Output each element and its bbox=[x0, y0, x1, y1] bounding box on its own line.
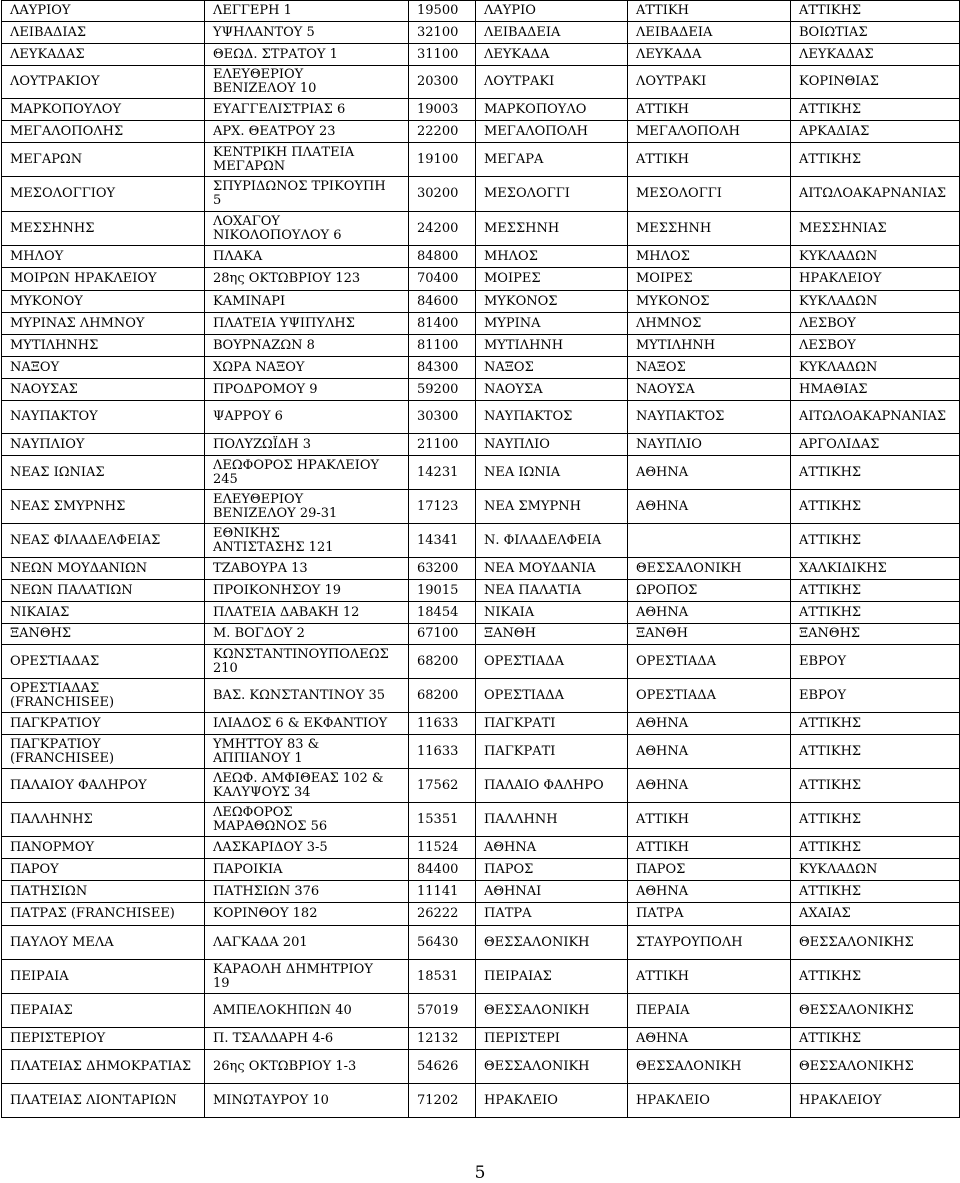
prefecture-cell: ΕΒΡΟΥ bbox=[791, 645, 960, 679]
address-cell: ΚΕΝΤΡΙΚΗ ΠΛΑΤΕΙΑ ΜΕΓΑΡΩΝ bbox=[205, 143, 409, 177]
table-row bbox=[2, 212, 960, 246]
city-cell: ΛΑΥΡΙΟ bbox=[476, 1, 628, 22]
prefecture-cell: ΚΥΚΛΑΔΩΝ bbox=[791, 246, 960, 268]
city-cell: ΜΟΙΡΕΣ bbox=[476, 268, 628, 291]
prefecture-cell: ΑΤΤΙΚΗΣ bbox=[791, 490, 960, 524]
municipality-cell: ΑΤΤΙΚΗ bbox=[628, 143, 791, 177]
table-row bbox=[2, 177, 960, 212]
page-number: 5 bbox=[474, 1163, 486, 1183]
address-cell: ΕΛΕΥΘΕΡΙΟΥ ΒΕΝΙΖΕΛΟΥ 29-31 bbox=[205, 490, 409, 524]
city-cell: ΟΡΕΣΤΙΑΔΑ bbox=[476, 679, 628, 713]
table-row bbox=[2, 713, 960, 735]
address-cell: ΠΛΑΚΑ bbox=[205, 246, 409, 268]
municipality-cell: ΟΡΕΣΤΙΑΔΑ bbox=[628, 645, 791, 679]
postal-code-cell: 17562 bbox=[409, 769, 476, 803]
prefecture-cell: ΒΟΙΩΤΙΑΣ bbox=[791, 22, 960, 44]
postal-code-cell: 81100 bbox=[409, 335, 476, 357]
branch-cell: ΜΑΡΚΟΠΟΥΛΟΥ bbox=[2, 99, 205, 121]
municipality-cell: ΛΟΥΤΡΑΚΙ bbox=[628, 66, 791, 99]
branch-cell: ΜΥΤΙΛΗΝΗΣ bbox=[2, 335, 205, 357]
address-cell: ΠΡΟΙΚΟΝΗΣΟΥ 19 bbox=[205, 580, 409, 602]
city-cell: ΘΕΣΣΑΛΟΝΙΚΗ bbox=[476, 1050, 628, 1084]
branch-cell: ΝΑΥΠΛΙΟΥ bbox=[2, 434, 205, 456]
prefecture-cell: ΑΡΓΟΛΙΔΑΣ bbox=[791, 434, 960, 456]
municipality-cell: ΟΡΕΣΤΙΑΔΑ bbox=[628, 679, 791, 713]
prefecture-cell: ΧΑΛΚΙΔΙΚΗΣ bbox=[791, 558, 960, 580]
table-row bbox=[2, 624, 960, 645]
city-cell: Ν. ΦΙΛΑΔΕΛΦΕΙΑ bbox=[476, 524, 628, 558]
postal-code-cell: 84600 bbox=[409, 291, 476, 313]
municipality-cell: ΠΕΡΑΙΑ bbox=[628, 994, 791, 1028]
table-row bbox=[2, 44, 960, 66]
city-cell: ΜΕΓΑΡΑ bbox=[476, 143, 628, 177]
branch-cell: ΜΕΓΑΡΩΝ bbox=[2, 143, 205, 177]
branch-cell: ΜΗΛΟΥ bbox=[2, 246, 205, 268]
address-cell: ΠΟΛΥΖΩΪΔΗ 3 bbox=[205, 434, 409, 456]
branch-cell: ΜΟΙΡΩΝ ΗΡΑΚΛΕΙΟΥ bbox=[2, 268, 205, 291]
municipality-cell: ΜΥΤΙΛΗΝΗ bbox=[628, 335, 791, 357]
branch-cell: ΠΕΡΙΣΤΕΡΙΟΥ bbox=[2, 1028, 205, 1050]
branch-cell: ΜΕΣΣΗΝΗΣ bbox=[2, 212, 205, 246]
city-cell: ΝΑΥΠΑΚΤΟΣ bbox=[476, 401, 628, 434]
table-row bbox=[2, 1050, 960, 1084]
postal-code-cell: 20300 bbox=[409, 66, 476, 99]
postal-code-cell: 32100 bbox=[409, 22, 476, 44]
table-row bbox=[2, 735, 960, 769]
address-cell: ΛΕΓΓΕΡΗ 1 bbox=[205, 1, 409, 22]
prefecture-cell: ΘΕΣΣΑΛΟΝΙΚΗΣ bbox=[791, 1050, 960, 1084]
prefecture-cell: ΑΙΤΩΛΟΑΚΑΡΝΑΝΙΑΣ bbox=[791, 401, 960, 434]
prefecture-cell: ΘΕΣΣΑΛΟΝΙΚΗΣ bbox=[791, 994, 960, 1028]
branch-cell: ΝΕΑΣ ΦΙΛΑΔΕΛΦΕΙΑΣ bbox=[2, 524, 205, 558]
branch-cell: ΝΕΩΝ ΠΑΛΑΤΙΩΝ bbox=[2, 580, 205, 602]
postal-code-cell: 14341 bbox=[409, 524, 476, 558]
address-cell: ΠΑΡΟΙΚΙΑ bbox=[205, 859, 409, 881]
city-cell: ΝΕΑ ΣΜΥΡΝΗ bbox=[476, 490, 628, 524]
municipality-cell: ΩΡΟΠΟΣ bbox=[628, 580, 791, 602]
postal-code-cell: 12132 bbox=[409, 1028, 476, 1050]
city-cell: ΘΕΣΣΑΛΟΝΙΚΗ bbox=[476, 994, 628, 1028]
prefecture-cell: ΑΧΑΙΑΣ bbox=[791, 903, 960, 926]
address-cell: ΚΟΡΙΝΘΟΥ 182 bbox=[205, 903, 409, 926]
municipality-cell: ΜΗΛΟΣ bbox=[628, 246, 791, 268]
city-cell: ΜΥΡΙΝΑ bbox=[476, 313, 628, 335]
prefecture-cell: ΑΤΤΙΚΗΣ bbox=[791, 713, 960, 735]
address-cell: ΒΟΥΡΝΑΖΩΝ 8 bbox=[205, 335, 409, 357]
branch-cell: ΠΕΡΑΙΑΣ bbox=[2, 994, 205, 1028]
address-cell: ΠΛΑΤΕΙΑ ΔΑΒΑΚΗ 12 bbox=[205, 602, 409, 624]
branch-cell: ΛΕΥΚΑΔΑΣ bbox=[2, 44, 205, 66]
city-cell: ΝΑΟΥΣΑ bbox=[476, 379, 628, 401]
postal-code-cell: 15351 bbox=[409, 803, 476, 837]
prefecture-cell: ΗΡΑΚΛΕΙΟΥ bbox=[791, 268, 960, 291]
municipality-cell: ΝΑΞΟΣ bbox=[628, 357, 791, 379]
address-cell: ΕΘΝΙΚΗΣ ΑΝΤΙΣΤΑΣΗΣ 121 bbox=[205, 524, 409, 558]
postal-code-cell: 70400 bbox=[409, 268, 476, 291]
postal-code-cell: 71202 bbox=[409, 1084, 476, 1118]
branch-cell: ΟΡΕΣΤΙΑΔΑΣ (FRANCHISEE) bbox=[2, 679, 205, 713]
branch-cell: ΜΥΡΙΝΑΣ ΛΗΜΝΟΥ bbox=[2, 313, 205, 335]
city-cell: ΑΘΗΝΑΙ bbox=[476, 881, 628, 903]
prefecture-cell: ΑΙΤΩΛΟΑΚΑΡΝΑΝΙΑΣ bbox=[791, 177, 960, 212]
municipality-cell: ΑΘΗΝΑ bbox=[628, 1028, 791, 1050]
city-cell: ΝΕΑ ΙΩΝΙΑ bbox=[476, 456, 628, 490]
postal-code-cell: 30200 bbox=[409, 177, 476, 212]
branch-cell: ΟΡΕΣΤΙΑΔΑΣ bbox=[2, 645, 205, 679]
city-cell: ΛΟΥΤΡΑΚΙ bbox=[476, 66, 628, 99]
prefecture-cell: ΑΤΤΙΚΗΣ bbox=[791, 143, 960, 177]
city-cell: ΜΕΓΑΛΟΠΟΛΗ bbox=[476, 121, 628, 143]
address-cell: ΚΑΜΙΝΑΡΙ bbox=[205, 291, 409, 313]
postal-code-cell: 19003 bbox=[409, 99, 476, 121]
table-row bbox=[2, 335, 960, 357]
postal-code-cell: 57019 bbox=[409, 994, 476, 1028]
municipality-cell: ΑΘΗΝΑ bbox=[628, 456, 791, 490]
branch-cell: ΠΑΡΟΥ bbox=[2, 859, 205, 881]
municipality-cell: ΑΘΗΝΑ bbox=[628, 769, 791, 803]
municipality-cell: ΑΤΤΙΚΗ bbox=[628, 1, 791, 22]
address-cell: ΛΟΧΑΓΟΥ ΝΙΚΟΛΟΠΟΥΛΟΥ 6 bbox=[205, 212, 409, 246]
table-row bbox=[2, 645, 960, 679]
postal-code-cell: 84800 bbox=[409, 246, 476, 268]
municipality-cell: ΣΤΑΥΡΟΥΠΟΛΗ bbox=[628, 926, 791, 960]
address-cell: ΣΠΥΡΙΔΩΝΟΣ ΤΡΙΚΟΥΠΗ 5 bbox=[205, 177, 409, 212]
prefecture-cell: ΑΤΤΙΚΗΣ bbox=[791, 881, 960, 903]
postal-code-cell: 11524 bbox=[409, 837, 476, 859]
municipality-cell: ΜΥΚΟΝΟΣ bbox=[628, 291, 791, 313]
postal-code-cell: 11633 bbox=[409, 713, 476, 735]
postal-code-cell: 19015 bbox=[409, 580, 476, 602]
table-row bbox=[2, 121, 960, 143]
prefecture-cell: ΚΥΚΛΑΔΩΝ bbox=[791, 291, 960, 313]
table-row bbox=[2, 859, 960, 881]
postal-code-cell: 67100 bbox=[409, 624, 476, 645]
table-row bbox=[2, 679, 960, 713]
branch-cell: ΠΑΓΚΡΑΤΙΟΥ bbox=[2, 713, 205, 735]
table-row bbox=[2, 881, 960, 903]
postal-code-cell: 24200 bbox=[409, 212, 476, 246]
city-cell: ΟΡΕΣΤΙΑΔΑ bbox=[476, 645, 628, 679]
prefecture-cell: ΞΑΝΘΗΣ bbox=[791, 624, 960, 645]
city-cell: ΝΑΥΠΛΙΟ bbox=[476, 434, 628, 456]
postal-code-cell: 21100 bbox=[409, 434, 476, 456]
municipality-cell: ΝΑΟΥΣΑ bbox=[628, 379, 791, 401]
postal-code-cell: 84400 bbox=[409, 859, 476, 881]
municipality-cell: ΛΗΜΝΟΣ bbox=[628, 313, 791, 335]
postal-code-cell: 11141 bbox=[409, 881, 476, 903]
city-cell: ΑΘΗΝΑ bbox=[476, 837, 628, 859]
prefecture-cell: ΑΤΤΙΚΗΣ bbox=[791, 803, 960, 837]
postal-code-cell: 14231 bbox=[409, 456, 476, 490]
table-row bbox=[2, 580, 960, 602]
table-row bbox=[2, 490, 960, 524]
address-cell: ΑΡΧ. ΘΕΑΤΡΟΥ 23 bbox=[205, 121, 409, 143]
branch-cell: ΜΕΓΑΛΟΠΟΛΗΣ bbox=[2, 121, 205, 143]
prefecture-cell: ΕΒΡΟΥ bbox=[791, 679, 960, 713]
branch-cell: ΝΙΚΑΙΑΣ bbox=[2, 602, 205, 624]
city-cell: ΠΕΡΙΣΤΕΡΙ bbox=[476, 1028, 628, 1050]
postal-code-cell: 18531 bbox=[409, 960, 476, 994]
branch-cell: ΜΥΚΟΝΟΥ bbox=[2, 291, 205, 313]
prefecture-cell: ΛΕΣΒΟΥ bbox=[791, 335, 960, 357]
branch-cell: ΠΛΑΤΕΙΑΣ ΛΙΟΝΤΑΡΙΩΝ bbox=[2, 1084, 205, 1118]
municipality-cell: ΑΘΗΝΑ bbox=[628, 713, 791, 735]
municipality-cell: ΜΕΓΑΛΟΠΟΛΗ bbox=[628, 121, 791, 143]
branch-cell: ΠΑΓΚΡΑΤΙΟΥ (FRANCHISEE) bbox=[2, 735, 205, 769]
municipality-cell: ΑΤΤΙΚΗ bbox=[628, 837, 791, 859]
table-row bbox=[2, 456, 960, 490]
city-cell: ΠΑΡΟΣ bbox=[476, 859, 628, 881]
branch-cell: ΝΕΩΝ ΜΟΥΔΑΝΙΩΝ bbox=[2, 558, 205, 580]
branch-cell: ΜΕΣΟΛΟΓΓΙΟΥ bbox=[2, 177, 205, 212]
postal-code-cell: 22200 bbox=[409, 121, 476, 143]
address-cell: ΧΩΡΑ ΝΑΞΟΥ bbox=[205, 357, 409, 379]
address-cell: ΕΛΕΥΘΕΡΙΟΥ ΒΕΝΙΖΕΛΟΥ 10 bbox=[205, 66, 409, 99]
address-cell: Π. ΤΣΑΛΔΑΡΗ 4-6 bbox=[205, 1028, 409, 1050]
branch-cell: ΠΕΙΡΑΙΑ bbox=[2, 960, 205, 994]
table-row bbox=[2, 357, 960, 379]
table-row bbox=[2, 558, 960, 580]
branch-cell: ΠΑΤΗΣΙΩΝ bbox=[2, 881, 205, 903]
municipality-cell: ΜΕΣΣΗΝΗ bbox=[628, 212, 791, 246]
postal-code-cell: 30300 bbox=[409, 401, 476, 434]
city-cell: ΜΥΤΙΛΗΝΗ bbox=[476, 335, 628, 357]
postal-code-cell: 17123 bbox=[409, 490, 476, 524]
city-cell: ΘΕΣΣΑΛΟΝΙΚΗ bbox=[476, 926, 628, 960]
table-row bbox=[2, 994, 960, 1028]
address-cell: ΑΜΠΕΛΟΚΗΠΩΝ 40 bbox=[205, 994, 409, 1028]
branch-cell: ΠΑΤΡΑΣ (FRANCHISEE) bbox=[2, 903, 205, 926]
address-cell: ΛΕΩΦΟΡΟΣ ΜΑΡΑΘΩΝΟΣ 56 bbox=[205, 803, 409, 837]
municipality-cell: ΑΘΗΝΑ bbox=[628, 490, 791, 524]
municipality-cell: ΜΟΙΡΕΣ bbox=[628, 268, 791, 291]
postal-code-cell: 54626 bbox=[409, 1050, 476, 1084]
postal-code-cell: 84300 bbox=[409, 357, 476, 379]
prefecture-cell: ΑΤΤΙΚΗΣ bbox=[791, 602, 960, 624]
postal-code-cell: 81400 bbox=[409, 313, 476, 335]
table-row bbox=[2, 769, 960, 803]
prefecture-cell: ΑΡΚΑΔΙΑΣ bbox=[791, 121, 960, 143]
branch-cell: ΝΑΥΠΑΚΤΟΥ bbox=[2, 401, 205, 434]
address-cell: ΛΑΣΚΑΡΙΔΟΥ 3-5 bbox=[205, 837, 409, 859]
table-row bbox=[2, 22, 960, 44]
prefecture-cell: ΑΤΤΙΚΗΣ bbox=[791, 580, 960, 602]
municipality-cell: ΠΑΡΟΣ bbox=[628, 859, 791, 881]
table-row bbox=[2, 143, 960, 177]
table-row bbox=[2, 401, 960, 434]
city-cell: ΠΑΛΑΙΟ ΦΑΛΗΡΟ bbox=[476, 769, 628, 803]
table-row bbox=[2, 1028, 960, 1050]
address-cell: ΘΕΩΔ. ΣΤΡΑΤΟΥ 1 bbox=[205, 44, 409, 66]
table-row bbox=[2, 960, 960, 994]
city-cell: ΜΥΚΟΝΟΣ bbox=[476, 291, 628, 313]
postal-code-cell: 26222 bbox=[409, 903, 476, 926]
prefecture-cell: ΛΕΥΚΑΔΑΣ bbox=[791, 44, 960, 66]
city-cell: ΝΕΑ ΜΟΥΔΑΝΙΑ bbox=[476, 558, 628, 580]
address-cell: ΥΜΗΤΤΟΥ 83 & ΑΠΠΙΑΝΟΥ 1 bbox=[205, 735, 409, 769]
address-cell: ΚΑΡΑΟΛΗ ΔΗΜΗΤΡΙΟΥ 19 bbox=[205, 960, 409, 994]
table-row bbox=[2, 246, 960, 268]
postal-code-cell: 11633 bbox=[409, 735, 476, 769]
branch-cell: ΠΛΑΤΕΙΑΣ ΔΗΜΟΚΡΑΤΙΑΣ bbox=[2, 1050, 205, 1084]
branch-cell: ΛΕΙΒΑΔΙΑΣ bbox=[2, 22, 205, 44]
city-cell: ΠΑΓΚΡΑΤΙ bbox=[476, 735, 628, 769]
municipality-cell: ΠΑΤΡΑ bbox=[628, 903, 791, 926]
municipality-cell: ΑΤΤΙΚΗ bbox=[628, 99, 791, 121]
address-cell: 28ης ΟΚΤΩΒΡΙΟΥ 123 bbox=[205, 268, 409, 291]
city-cell: ΝΕΑ ΠΑΛΑΤΙΑ bbox=[476, 580, 628, 602]
prefecture-cell: ΗΡΑΚΛΕΙΟΥ bbox=[791, 1084, 960, 1118]
branch-cell: ΠΑΝΟΡΜΟΥ bbox=[2, 837, 205, 859]
table-row bbox=[2, 99, 960, 121]
prefecture-cell: ΚΟΡΙΝΘΙΑΣ bbox=[791, 66, 960, 99]
table-row bbox=[2, 1084, 960, 1118]
address-cell: ΥΨΗΛΑΝΤΟΥ 5 bbox=[205, 22, 409, 44]
prefecture-cell: ΜΕΣΣΗΝΙΑΣ bbox=[791, 212, 960, 246]
municipality-cell: ΑΤΤΙΚΗ bbox=[628, 803, 791, 837]
table-row bbox=[2, 803, 960, 837]
table-row bbox=[2, 66, 960, 99]
municipality-cell: ΝΑΥΠΛΙΟ bbox=[628, 434, 791, 456]
postal-code-cell: 31100 bbox=[409, 44, 476, 66]
prefecture-cell: ΑΤΤΙΚΗΣ bbox=[791, 960, 960, 994]
postal-code-cell: 59200 bbox=[409, 379, 476, 401]
municipality-cell: ΛΕΥΚΑΔΑ bbox=[628, 44, 791, 66]
address-cell: ΠΡΟΔΡΟΜΟΥ 9 bbox=[205, 379, 409, 401]
prefecture-cell: ΑΤΤΙΚΗΣ bbox=[791, 524, 960, 558]
branch-cell: ΛΟΥΤΡΑΚΙΟΥ bbox=[2, 66, 205, 99]
branch-cell: ΝΑΞΟΥ bbox=[2, 357, 205, 379]
address-cell: Μ. ΒΟΓΔΟΥ 2 bbox=[205, 624, 409, 645]
table-row bbox=[2, 291, 960, 313]
municipality-cell: ΘΕΣΣΑΛΟΝΙΚΗ bbox=[628, 1050, 791, 1084]
prefecture-cell: ΑΤΤΙΚΗΣ bbox=[791, 99, 960, 121]
table-row bbox=[2, 903, 960, 926]
table-body bbox=[2, 1, 960, 1118]
address-cell: ΨΑΡΡΟΥ 6 bbox=[205, 401, 409, 434]
municipality-cell: ΑΤΤΙΚΗ bbox=[628, 960, 791, 994]
table-row bbox=[2, 313, 960, 335]
address-cell: 26ης ΟΚΤΩΒΡΙΟΥ 1-3 bbox=[205, 1050, 409, 1084]
city-cell: ΜΗΛΟΣ bbox=[476, 246, 628, 268]
address-cell: ΛΑΓΚΑΔΑ 201 bbox=[205, 926, 409, 960]
branch-cell: ΝΕΑΣ ΙΩΝΙΑΣ bbox=[2, 456, 205, 490]
address-cell: ΙΛΙΑΔΟΣ 6 & ΕΚΦΑΝΤΙΟΥ bbox=[205, 713, 409, 735]
city-cell: ΗΡΑΚΛΕΙΟ bbox=[476, 1084, 628, 1118]
postal-code-cell: 68200 bbox=[409, 645, 476, 679]
table-row bbox=[2, 524, 960, 558]
postal-code-cell: 18454 bbox=[409, 602, 476, 624]
table-row bbox=[2, 434, 960, 456]
city-cell: ΝΑΞΟΣ bbox=[476, 357, 628, 379]
postal-code-cell: 19500 bbox=[409, 1, 476, 22]
city-cell: ΠΑΛΛΗΝΗ bbox=[476, 803, 628, 837]
address-cell: ΛΕΩΦ. ΑΜΦΙΘΕΑΣ 102 & ΚΑΛΥΨΟΥΣ 34 bbox=[205, 769, 409, 803]
municipality-cell: ΑΘΗΝΑ bbox=[628, 735, 791, 769]
prefecture-cell: ΑΤΤΙΚΗΣ bbox=[791, 769, 960, 803]
table-row bbox=[2, 1, 960, 22]
city-cell: ΛΕΥΚΑΔΑ bbox=[476, 44, 628, 66]
postal-code-cell: 56430 bbox=[409, 926, 476, 960]
prefecture-cell: ΑΤΤΙΚΗΣ bbox=[791, 735, 960, 769]
branch-cell: ΝΑΟΥΣΑΣ bbox=[2, 379, 205, 401]
address-cell: ΕΥΑΓΓΕΛΙΣΤΡΙΑΣ 6 bbox=[205, 99, 409, 121]
table-row bbox=[2, 268, 960, 291]
branch-cell: ΠΑΛΑΙΟΥ ΦΑΛΗΡΟΥ bbox=[2, 769, 205, 803]
prefecture-cell: ΑΤΤΙΚΗΣ bbox=[791, 837, 960, 859]
branch-cell: ΠΑΛΛΗΝΗΣ bbox=[2, 803, 205, 837]
prefecture-cell: ΚΥΚΛΑΔΩΝ bbox=[791, 357, 960, 379]
prefecture-cell: ΑΤΤΙΚΗΣ bbox=[791, 456, 960, 490]
branch-cell: ΠΑΥΛΟΥ ΜΕΛΑ bbox=[2, 926, 205, 960]
prefecture-cell: ΚΥΚΛΑΔΩΝ bbox=[791, 859, 960, 881]
prefecture-cell: ΗΜΑΘΙΑΣ bbox=[791, 379, 960, 401]
prefecture-cell: ΘΕΣΣΑΛΟΝΙΚΗΣ bbox=[791, 926, 960, 960]
municipality-cell: ΝΑΥΠΑΚΤΟΣ bbox=[628, 401, 791, 434]
municipality-cell: ΛΕΙΒΑΔΕΙΑ bbox=[628, 22, 791, 44]
municipality-cell: ΗΡΑΚΛΕΙΟ bbox=[628, 1084, 791, 1118]
table-row bbox=[2, 926, 960, 960]
city-cell: ΠΑΓΚΡΑΤΙ bbox=[476, 713, 628, 735]
city-cell: ΜΕΣΣΗΝΗ bbox=[476, 212, 628, 246]
city-cell: ΞΑΝΘΗ bbox=[476, 624, 628, 645]
city-cell: ΜΑΡΚΟΠΟΥΛΟ bbox=[476, 99, 628, 121]
branch-cell: ΞΑΝΘΗΣ bbox=[2, 624, 205, 645]
address-cell: ΛΕΩΦΟΡΟΣ ΗΡΑΚΛΕΙΟΥ 245 bbox=[205, 456, 409, 490]
prefecture-cell: ΛΕΣΒΟΥ bbox=[791, 313, 960, 335]
address-cell: ΜΙΝΩΤΑΥΡΟΥ 10 bbox=[205, 1084, 409, 1118]
postal-code-cell: 68200 bbox=[409, 679, 476, 713]
municipality-cell: ΑΘΗΝΑ bbox=[628, 602, 791, 624]
table-row bbox=[2, 379, 960, 401]
city-cell: ΛΕΙΒΑΔΕΙΑ bbox=[476, 22, 628, 44]
postal-code-cell: 19100 bbox=[409, 143, 476, 177]
table-row bbox=[2, 602, 960, 624]
municipality-cell: ΜΕΣΟΛΟΓΓΙ bbox=[628, 177, 791, 212]
municipality-cell: ΞΑΝΘΗ bbox=[628, 624, 791, 645]
city-cell: ΜΕΣΟΛΟΓΓΙ bbox=[476, 177, 628, 212]
address-cell: ΚΩΝΣΤΑΝΤΙΝΟΥΠΟΛΕΩΣ 210 bbox=[205, 645, 409, 679]
branch-cell: ΝΕΑΣ ΣΜΥΡΝΗΣ bbox=[2, 490, 205, 524]
table-row bbox=[2, 837, 960, 859]
prefecture-cell: ΑΤΤΙΚΗΣ bbox=[791, 1028, 960, 1050]
address-cell: ΠΛΑΤΕΙΑ ΥΨΙΠΥΛΗΣ bbox=[205, 313, 409, 335]
address-cell: ΤΖΑΒΟΥΡΑ 13 bbox=[205, 558, 409, 580]
city-cell: ΠΑΤΡΑ bbox=[476, 903, 628, 926]
city-cell: ΠΕΙΡΑΙΑΣ bbox=[476, 960, 628, 994]
address-cell: ΠΑΤΗΣΙΩΝ 376 bbox=[205, 881, 409, 903]
municipality-cell: ΑΘΗΝΑ bbox=[628, 881, 791, 903]
municipality-cell: ΘΕΣΣΑΛΟΝΙΚΗ bbox=[628, 558, 791, 580]
prefecture-cell: ΑΤΤΙΚΗΣ bbox=[791, 1, 960, 22]
branch-address-table bbox=[1, 0, 960, 1118]
postal-code-cell: 63200 bbox=[409, 558, 476, 580]
city-cell: ΝΙΚΑΙΑ bbox=[476, 602, 628, 624]
address-cell: ΒΑΣ. ΚΩΝΣΤΑΝΤΙΝΟΥ 35 bbox=[205, 679, 409, 713]
municipality-cell bbox=[628, 524, 791, 558]
branch-cell: ΛΑΥΡΙΟΥ bbox=[2, 1, 205, 22]
